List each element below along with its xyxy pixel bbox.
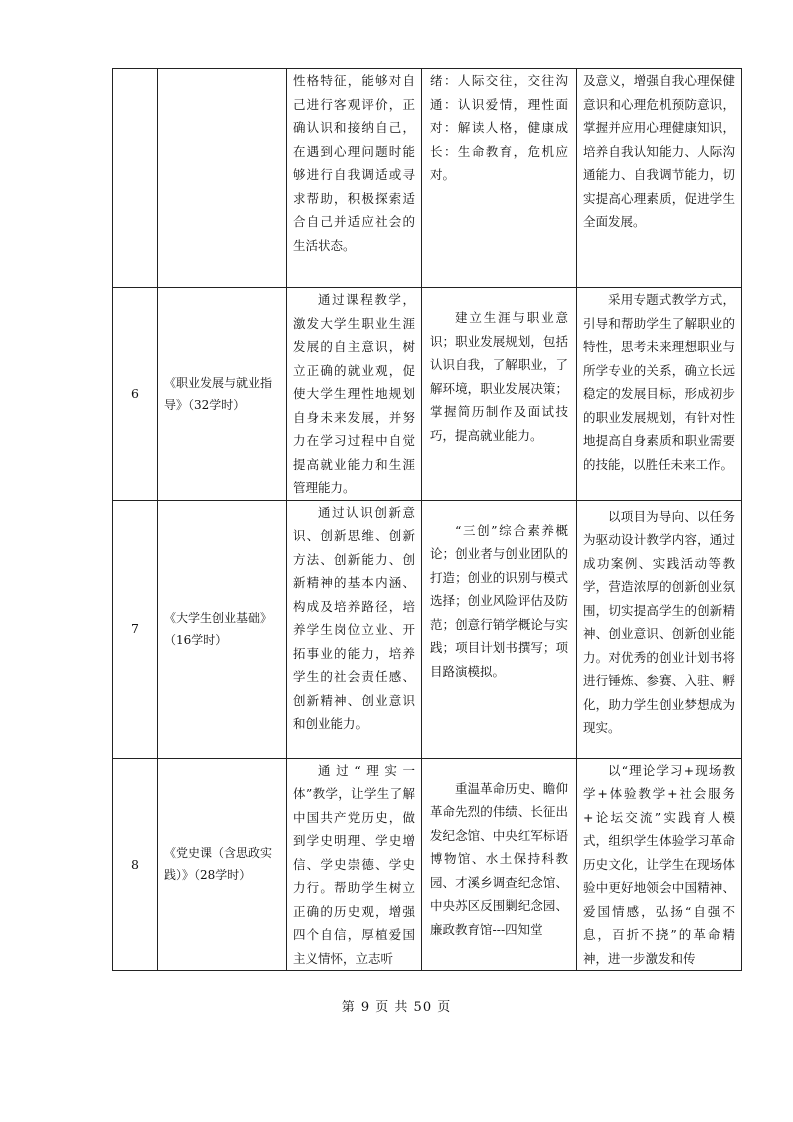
teaching-method: 以项目为导向、以任务为驱动设计教学内容，通过成功案例、实践活动等教学，营造浓厚的创新创业氛围，切实提高学生的创新精神、创业意识、创新创业能力。对优秀的创业计划书将进行锤炼、参赛、入驻、孵化，助力学生创业梦想成为现实。 (583, 508, 735, 735)
table-row (113, 758, 742, 971)
course-goal: 通过认识创新意识、创新思维、创新方法、创新能力、创新精神的基本内涵、构成及培养路径，培养学生岗位立业、开拓事业的能力，培养学生的社会责任感、创新精神、创业意识和创业能力。 (293, 504, 415, 731)
page-number-footer: 第 9 页 共 50 页 (341, 1000, 452, 1015)
course-goal: 性格特征，能够对自己进行客观评价，正确认识和接纳自己，在遇到心理问题时能够进行自我调适或寻求帮助，积极探索适合自己并适应社会的生活状态。 (293, 73, 415, 253)
row-number: 7 (113, 500, 158, 758)
table-row (113, 69, 742, 288)
course-name: 《职业发展与就业指导》（32学时） (158, 288, 287, 501)
course-content: 绪：人际交往，交往沟通：认识爱情，理性面对：解读人格，健康成长：生命教育，危机应对。 (430, 73, 568, 182)
course-goal: 通过“理实一体”教学，让学生了解中国共产党历史，做到学史明理、学史增信、学史崇德、学史力行。帮助学生树立正确的历史观，增强四个自信，厚植爱国主义情怀，立志听 (293, 762, 415, 966)
course-goal: 通过课程教学，激发大学生职业生涯发展的自主意识，树立正确的就业观，促使大学生理性地规划自身未来发展，并努力在学习过程中自觉提高就业能力和生涯管理能力。 (293, 292, 415, 495)
course-name: 《党史课（含思政实践）》（28学时） (158, 758, 287, 971)
teaching-method: 采用专题式教学方式，引导和帮助学生了解职业的特性，思考未来理想职业与所学专业的关系，确立长远稳定的发展目标，形成初步的职业发展规划，有针对性地提高自身素质和职业需要的技能，以胜任未来工作。 (583, 292, 735, 472)
row-number: 6 (113, 288, 158, 501)
course-name: 《大学生创业基础》（16学时） (158, 500, 287, 758)
course-table (112, 68, 742, 971)
course-name (158, 69, 287, 288)
course-content: “三创”综合素养概论；创业者与创业团队的打造；创业的识别与模式选择；创业风险评估及防范；创意行销学概论与实践；项目计划书撰写；项目路演模拟。 (430, 522, 568, 679)
row-number (113, 69, 158, 288)
table-row (113, 500, 742, 758)
course-content: 建立生涯与职业意识；职业发展规划，包括认识自我，了解职业，了解环境，职业发展决策；掌握简历制作及面试技巧，提高就业能力。 (430, 310, 568, 443)
teaching-method: 以“理论学习+现场教学+体验教学+社会服务+论坛交流”实践育人模式，组织学生体验学习革命历史文化，让学生在现场体验中更好地领会中国精神、爱国情感，弘扬“自强不息，百折不挠”的革命精神，进一步激发和传 (583, 762, 735, 966)
row-number: 8 (113, 758, 158, 971)
table-row (113, 288, 742, 501)
teaching-method: 及意义，增强自我心理保健意识和心理危机预防意识，掌握并应用心理健康知识，培养自我认知能力、人际沟通能力、自我调节能力，切实提高心理素质，促进学生全面发展。 (583, 73, 735, 229)
course-content: 重温革命历史、瞻仰革命先烈的伟绩、长征出发纪念馆、中央红军标语博物馆、水土保持科教园、才溪乡调查纪念馆、中央苏区反围剿纪念园、廉政教育馆---四知堂 (430, 780, 568, 937)
